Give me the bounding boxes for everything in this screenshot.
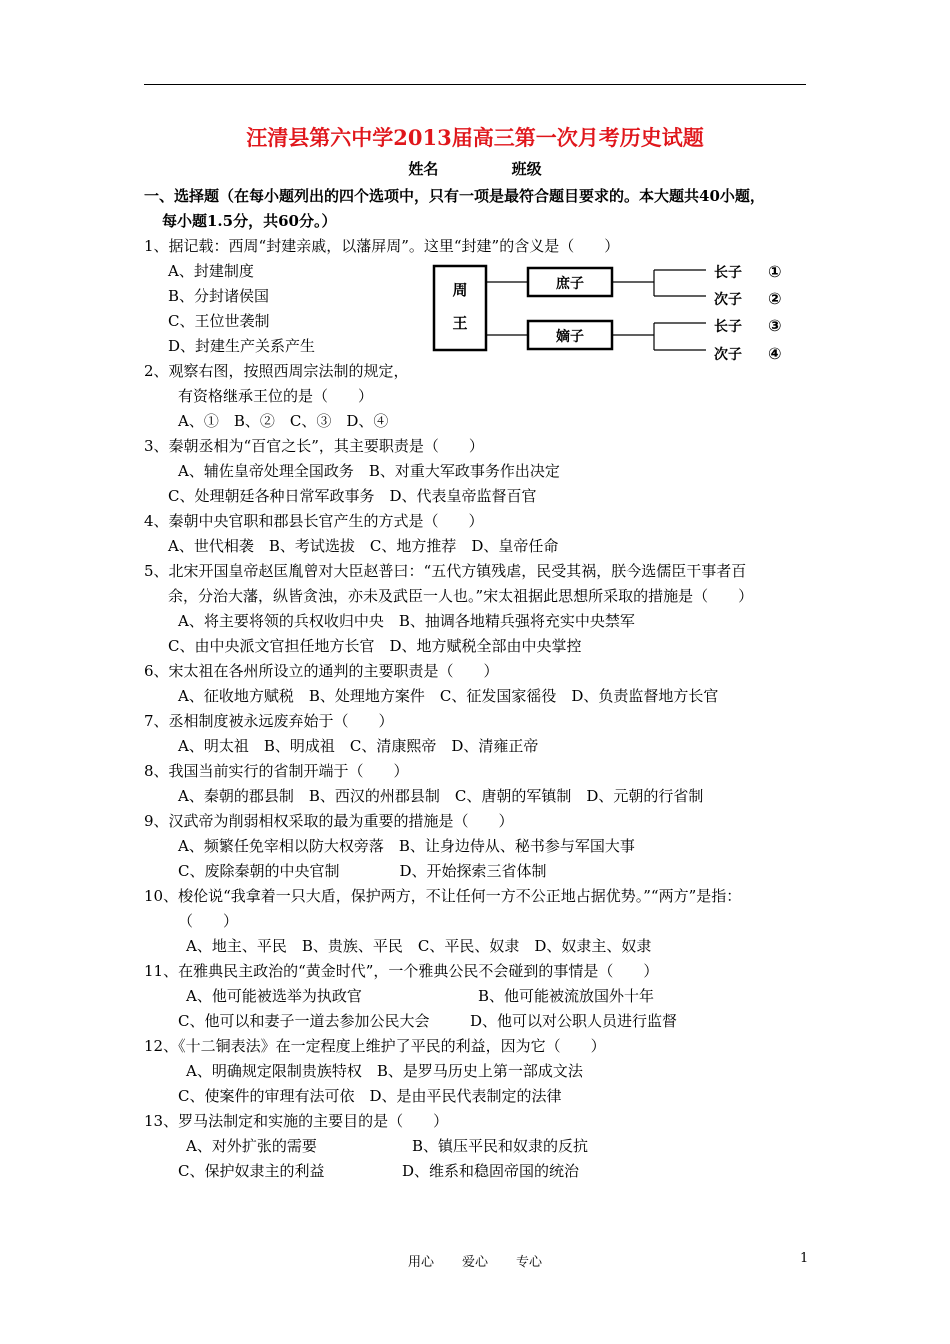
question-7-stem: 7、丞相制度被永远废弃始于（ ） [144, 712, 394, 730]
question-12-stem: 12、《十二铜表法》在一定程度上维护了平民的利益，因为它（ ） [144, 1037, 606, 1055]
question-2-stem: 2、观察右图，按照西周宗法制的规定， [144, 362, 409, 380]
question-13-option-c: C、保护奴隶主的利益 [178, 1162, 325, 1180]
question-3-stem: 3、秦朝丞相为“百官之长”，其主要职责是（ ） [144, 437, 484, 455]
question-9-options-1: A、频繁任免宰相以防大权旁落 B、让身边侍从、秘书参与军国大事 [178, 837, 635, 855]
root-label-2: 王 [452, 314, 468, 332]
question-6-stem: 6、宋太祖在各州所设立的通判的主要职责是（ ） [144, 662, 499, 680]
question-1-stem: 1、据记载：西周“封建亲戚，以藩屏周”。这里“封建”的含义是（ ） [144, 237, 620, 255]
question-12-options-1: A、明确规定限制贵族特权 B、是罗马历史上第一部成文法 [186, 1062, 583, 1080]
question-6-options: A、征收地方赋税 B、处理地方案件 C、征发国家徭役 D、负责监督地方长官 [178, 687, 719, 705]
question-2-stem2: 有资格继承王位的是（ ） [178, 387, 374, 405]
question-2-options: A、① B、② C、③ D、④ [178, 412, 389, 430]
footer-text-1: 用心 [407, 1255, 434, 1270]
header-rule [144, 84, 806, 85]
question-11-stem: 11、在雅典民主政治的“黄金时代”，一个雅典公民不会碰到的事情是（ ） [144, 962, 659, 980]
leaf-1-label: 长子 [714, 265, 742, 281]
question-5-stem2: 余，分治大藩，纵皆贪浊，亦未及武臣一人也。”宋太祖据此思想所采取的措施是（ ） [168, 587, 754, 605]
section-heading [144, 184, 824, 234]
root-box [434, 266, 486, 350]
branch-bottom-label: 嫡子 [556, 329, 584, 345]
question-10-stem2: （ ） [178, 912, 239, 930]
leaf-2-label: 次子 [714, 292, 742, 308]
question-1-option-d: D、封建生产关系产生 [168, 337, 316, 355]
root-label-1: 周 [452, 281, 468, 299]
class-label: 班级 [511, 160, 542, 178]
question-13-option-b: B、镇压平民和奴隶的反抗 [412, 1137, 589, 1155]
section-heading-line2: 每小题1.5分，共60分。） [162, 212, 337, 230]
question-12-options-2: C、使案件的审理有法可依 D、是由平民代表制定的法律 [178, 1087, 562, 1105]
leaf-3-label: 长子 [714, 319, 742, 335]
zongfa-diagram [430, 262, 800, 368]
question-9-stem: 9、汉武帝为削弱相权采取的最为重要的措施是（ ） [144, 812, 514, 830]
leaf-3-num: ③ [768, 316, 782, 335]
question-11-option-d: D、他可以对公职人员进行监督 [470, 1012, 678, 1030]
question-5-stem: 5、北宋开国皇帝赵匡胤曾对大臣赵普曰：“五代方镇残虐，民受其祸，朕今选儒臣干事者百 [144, 562, 747, 580]
question-11-option-b: B、他可能被流放国外十年 [478, 987, 655, 1005]
question-13-option-d: D、维系和稳固帝国的统治 [402, 1162, 580, 1180]
question-10-options: A、地主、平民 B、贵族、平民 C、平民、奴隶 D、奴隶主、奴隶 [186, 937, 652, 955]
question-5-options-2: C、由中央派文官担任地方长官 D、地方赋税全部由中央掌控 [168, 637, 582, 655]
question-8-stem: 8、我国当前实行的省制开端于（ ） [144, 762, 409, 780]
name-class-line [0, 158, 950, 179]
question-1-option-a: A、封建制度 [168, 262, 254, 280]
question-4-options: A、世代相袭 B、考试选拔 C、地方推荐 D、皇帝任命 [168, 537, 559, 555]
leaf-1-num: ① [768, 262, 782, 281]
question-9-options-2: C、废除秦朝的中央官制 D、开始探索三省体制 [178, 862, 547, 880]
question-5-options-1: A、将主要将领的兵权收归中央 B、抽调各地精兵强将充实中央禁军 [178, 612, 635, 630]
leaf-4-label: 次子 [714, 347, 742, 363]
footer-text-3: 专心 [516, 1255, 543, 1270]
question-13-stem: 13、罗马法制定和实施的主要目的是（ ） [144, 1112, 449, 1130]
branch-top-label: 庶子 [556, 276, 584, 292]
page-title: 汪清县第六中学2013届高三第一次月考历史试题 [246, 125, 704, 150]
leaf-2-num: ② [768, 289, 782, 308]
question-11-option-c: C、他可以和妻子一道去参加公民大会 [178, 1012, 430, 1030]
page-number: 1 [800, 1251, 809, 1266]
question-13-option-a: A、对外扩张的需要 [186, 1137, 317, 1155]
footer-text-2: 爱心 [461, 1255, 488, 1270]
question-3-options-1: A、辅佐皇帝处理全国政务 B、对重大军政事务作出决定 [178, 462, 560, 480]
section-heading-line1: 一、选择题（在每小题列出的四个选项中，只有一项是最符合题目要求的。本大题共40小题， [144, 187, 765, 205]
name-label: 姓名 [408, 160, 439, 178]
question-3-options-2: C、处理朝廷各种日常军政事务 D、代表皇帝监督百官 [168, 487, 537, 505]
question-10-stem: 10、梭伦说“我拿着一只大盾，保护两方，不让任何一方不公正地占据优势。”“两方”是指： [144, 887, 742, 905]
question-4-stem: 4、秦朝中央官职和郡县长官产生的方式是（ ） [144, 512, 484, 530]
question-1-option-b: B、分封诸侯国 [168, 287, 270, 305]
question-11-option-a: A、他可能被选举为执政官 [186, 987, 362, 1005]
leaf-4-num: ④ [768, 344, 782, 363]
question-1-option-c: C、王位世袭制 [168, 312, 270, 330]
question-7-options: A、明太祖 B、明成祖 C、清康熙帝 D、清雍正帝 [178, 737, 539, 755]
question-8-options: A、秦朝的郡县制 B、西汉的州郡县制 C、唐朝的军镇制 D、元朝的行省制 [178, 787, 704, 805]
